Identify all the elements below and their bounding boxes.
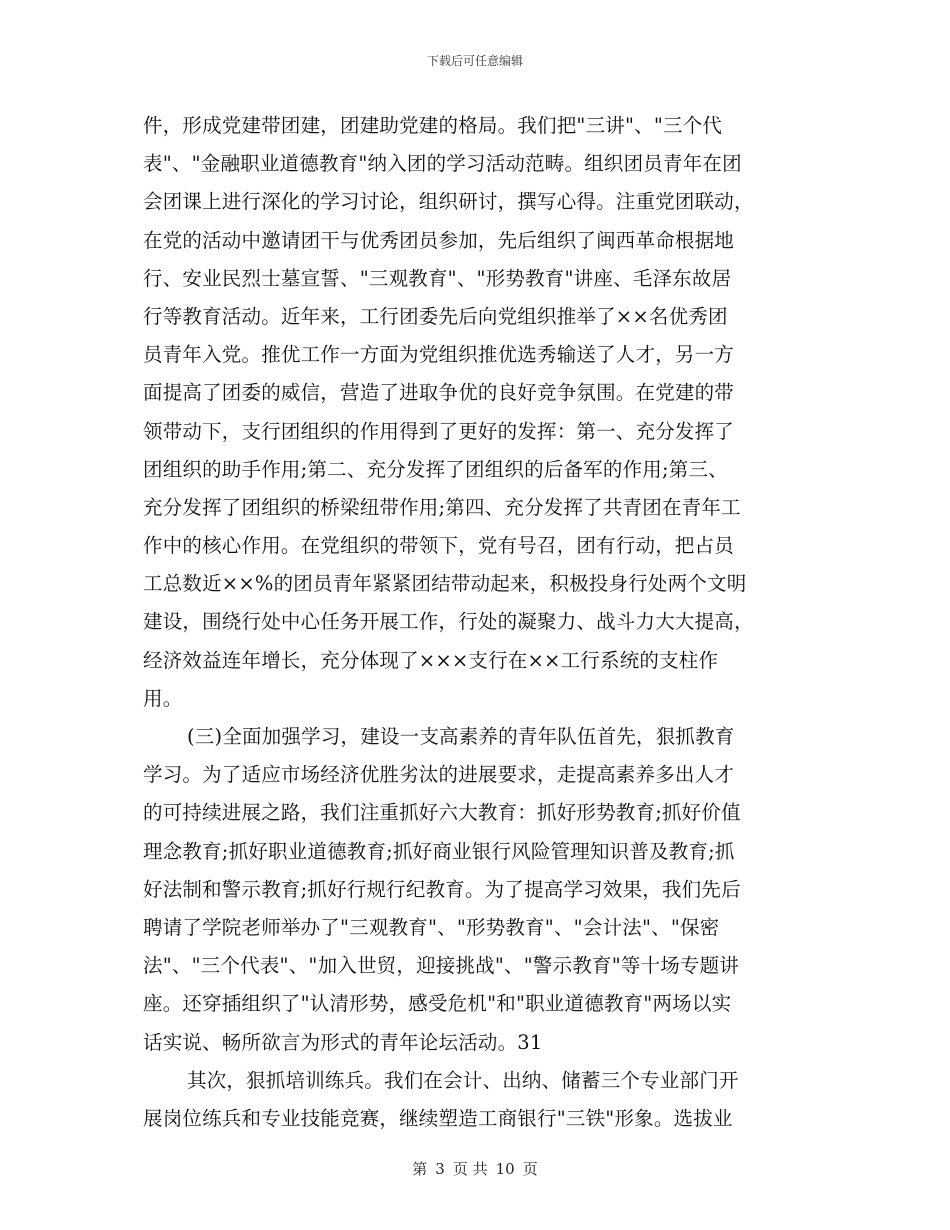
text-line: 表"、"金融职业道德教育"纳入团的学习活动范畴。组织团员青年在团 bbox=[143, 152, 742, 176]
text-line: 团组织的助手作用;第二、充分发挥了团组织的后备军的作用;第三、 bbox=[143, 457, 728, 481]
total-pages-number: 10 bbox=[495, 1160, 515, 1178]
text-line: 件，形成党建带团建，团建助党建的格局。我们把"三讲"、"三个代 bbox=[143, 114, 723, 137]
text-line: 充分发挥了团组织的桥梁纽带作用;第四、充分发挥了共青团在青年工 bbox=[143, 495, 741, 519]
text-line: 面提高了团委的威信，营造了进取争优的良好竞争氛围。在党建的带 bbox=[143, 381, 735, 405]
page-footer bbox=[0, 1158, 950, 1179]
footer-prefix: 第 bbox=[412, 1160, 428, 1178]
current-page-number: 3 bbox=[435, 1160, 445, 1178]
footer-suffix: 页 bbox=[522, 1160, 538, 1178]
text-line: 工总数近××%的团员青年紧紧团结带动起来，积极投身行处两个文明 bbox=[143, 572, 747, 596]
text-line: 作中的核心作用。在党组织的带领下，党有号召，团有行动，把占员 bbox=[143, 534, 735, 558]
text-line: 学习。为了适应市场经济优胜劣汰的进展要求，走提高素养多出人才 bbox=[143, 763, 735, 787]
text-line: 其次，狠抓培训练兵。我们在会计、出纳、储蓄三个专业部门开 bbox=[187, 1068, 739, 1092]
text-line: 在党的活动中邀请团干与优秀团员参加，先后组织了闽西革命根据地 bbox=[143, 228, 735, 252]
text-line: 的可持续进展之路，我们注重抓好六大教育：抓好形势教育;抓好价值 bbox=[143, 801, 741, 825]
text-line: 好法制和警示教育;抓好行规行纪教育。为了提高学习效果，我们先后 bbox=[143, 877, 741, 901]
text-line: 会团课上进行深化的学习讨论，组织研讨，撰写心得。注重党团联动， bbox=[143, 190, 754, 214]
text-line: 理念教育;抓好职业道德教育;抓好商业银行风险管理知识普及教育;抓 bbox=[143, 839, 735, 863]
text-line: 话实说、畅所欲言为形式的青年论坛活动。31 bbox=[143, 1030, 543, 1054]
text-line: 展岗位练兵和专业技能竞赛，继续塑造工商银行"三铁"形象。选拔业 bbox=[143, 1106, 733, 1130]
text-line: 用。 bbox=[143, 686, 183, 710]
text-line: 建设，围绕行处中心任务开展工作，行处的凝聚力、战斗力大大提高， bbox=[143, 610, 754, 634]
text-line: 行等教育活动。近年来，工行团委先后向党组织推举了××名优秀团 bbox=[143, 304, 728, 328]
text-line: 领带动下，支行团组织的作用得到了更好的发挥：第一、充分发挥了 bbox=[143, 419, 735, 443]
text-line: 法"、"三个代表"、"加入世贸，迎接挑战"、"警示教育"等十场专题讲 bbox=[143, 954, 740, 978]
text-line: (三)全面加强学习，建设一支高素养的青年队伍首先，狠抓教育 bbox=[187, 725, 735, 748]
text-line: 经济效益连年增长，充分体现了×××支行在××工行系统的支柱作 bbox=[143, 648, 719, 672]
text-line: 座。还穿插组织了"认清形势，感受危机"和"职业道德教育"两场以实 bbox=[143, 992, 732, 1016]
page-header: 下载后可任意编辑 bbox=[426, 54, 523, 68]
text-line: 行、安业民烈士墓宣誓、"三观教育"、"形势教育"讲座、毛泽东故居 bbox=[143, 266, 732, 290]
footer-mid: 页 共 bbox=[452, 1160, 488, 1178]
text-line: 员青年入党。推优工作一方面为党组织推优选秀输送了人才，另一方 bbox=[143, 343, 735, 367]
text-line: 聘请了学院老师举办了"三观教育"、"形势教育"、"会计法"、"保密 bbox=[143, 915, 720, 939]
document-body bbox=[143, 107, 807, 1138]
